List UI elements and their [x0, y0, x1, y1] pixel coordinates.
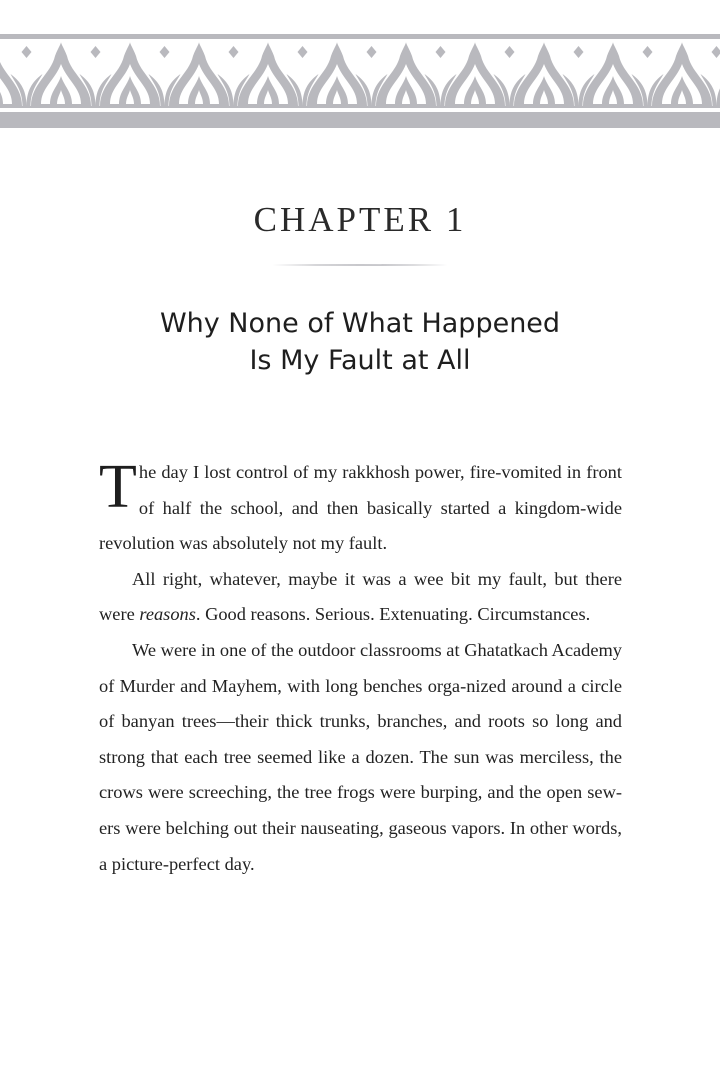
paragraph-2 — [99, 562, 622, 633]
chapter-title — [0, 305, 720, 379]
paragraph-1 — [99, 455, 622, 562]
paragraph-2-emphasis: reasons — [139, 604, 196, 625]
paragraph-3: We were in one of the outdoor classrooms at Ghatatkach Academy of Murder and Mayhem, with long benches orga-nized around a circle of banyan trees—their thick trunks, branches, and roots so long and strong that each tree seemed like a dozen. The sun was merciless, the crows were screeching, the tree frogs were burping, and the open sew-ers were belching out their nauseating, gaseous vapors. In other words, a picture-perfect day. — [99, 639, 622, 874]
paragraph-2-text-end: . Good reasons. Serious. Extenuating. Circumstances. — [195, 604, 591, 625]
chapter-body — [99, 455, 622, 882]
chapter-divider-rule — [272, 263, 448, 267]
header-ornament-border — [0, 34, 720, 128]
paragraph-2-text-start: All right, whatever, maybe it was a wee bit my fault, but there were — [99, 568, 622, 625]
chapter-number: CHAPTER 1 — [253, 200, 467, 239]
chapter-title-line-1: Why None of What Happened — [159, 308, 561, 339]
paragraph-1-text: he day I lost control of my rakkhosh power, fire-vomited in front of half the school, and then basically started a kingdom-wide revolution was absolutely not my fault. — [99, 462, 622, 554]
chapter-title-line-2: Is My Fault at All — [249, 345, 471, 376]
drop-cap: T — [99, 453, 137, 521]
